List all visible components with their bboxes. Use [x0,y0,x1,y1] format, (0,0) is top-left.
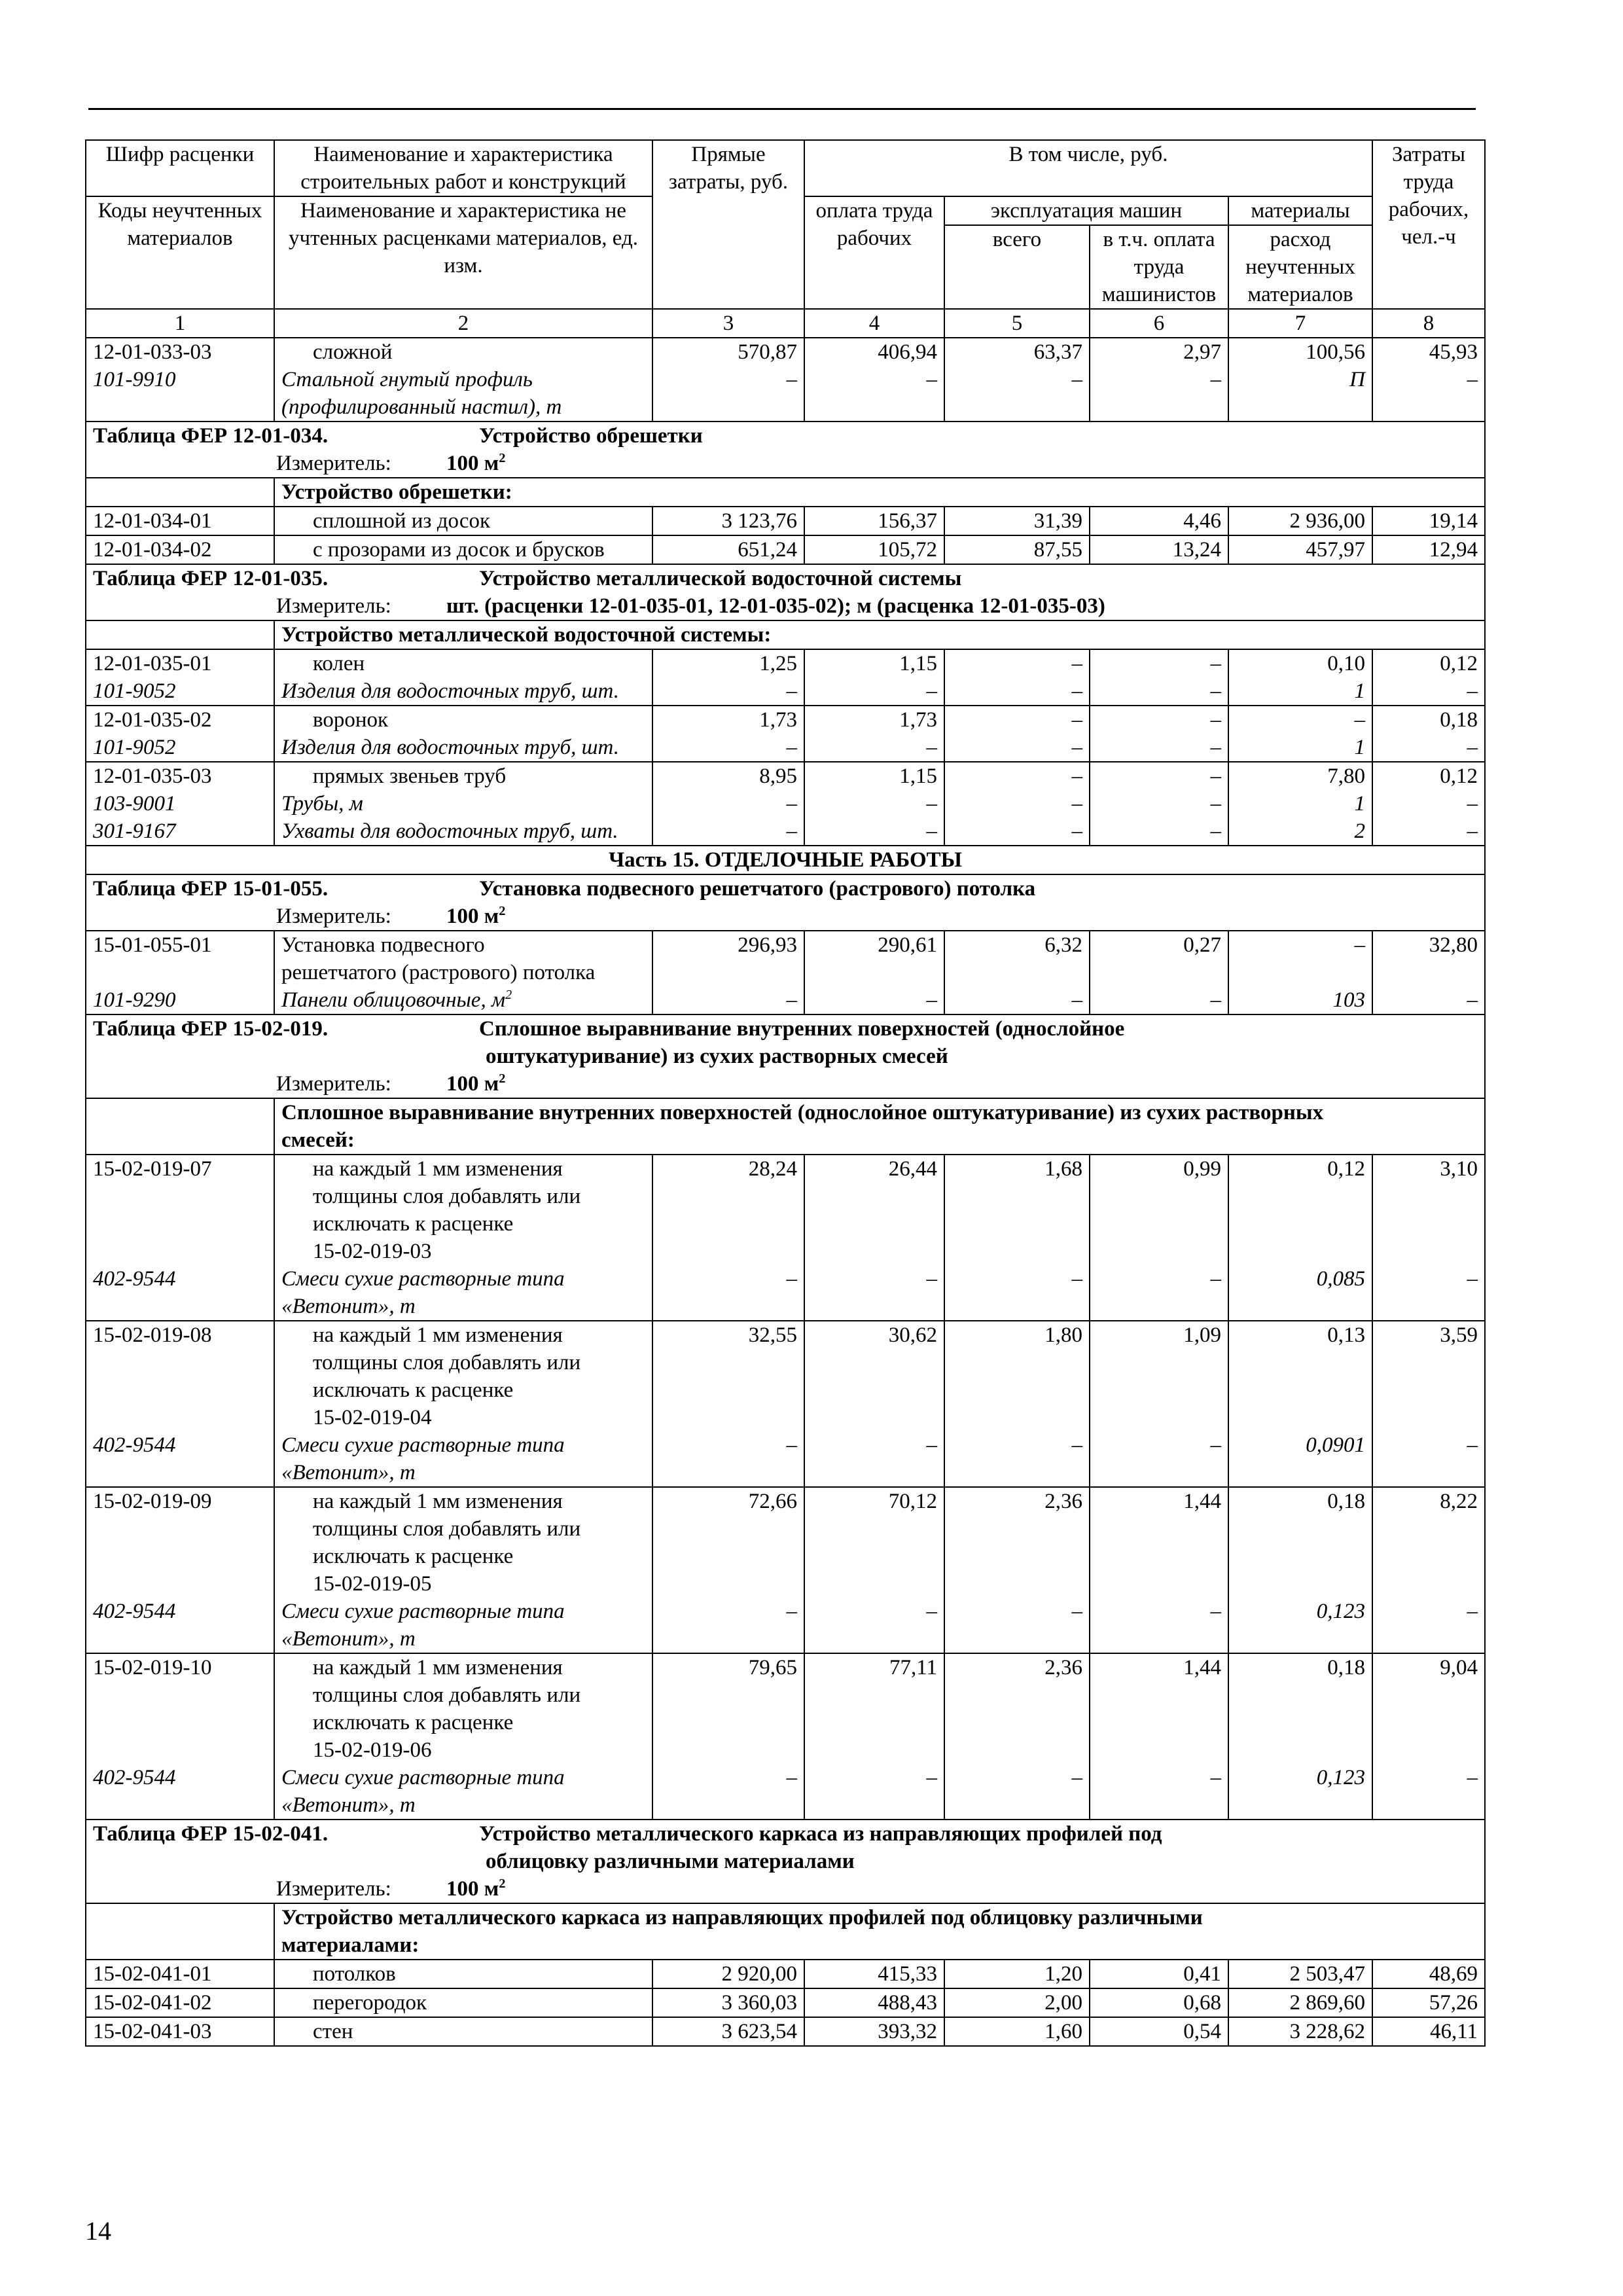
group-title: Устройство металлической водосточной системы: [274,620,1485,649]
direct-cost: 570,87 [652,338,804,366]
header-materials-unaccounted: расход неучтенных материалов [1228,225,1372,309]
machines-total: 1,60 [944,2017,1090,2046]
group-title: Сплошное выравнивание внутренних поверхностей (однослойное оштукатуривание) из сухих растворных смесей: [274,1098,1485,1155]
material-name: Стальной гнутый профиль (профилированный настил), т [274,366,652,422]
col-number: 4 [804,309,944,338]
machines-labor: 1,44 [1090,1487,1228,1598]
material-value: – [804,1431,944,1487]
material-value: П [1228,366,1372,422]
machines-total: 1,68 [944,1155,1090,1265]
measure: Измеритель: 100 $м^2$ [276,1876,506,1901]
labor-pay: 1,15 [804,762,944,790]
material-row [86,1265,1485,1321]
material-row [86,1764,1485,1820]
rate-name: воронок [274,706,652,734]
rate-row [86,1653,1485,1764]
labor-pay: 77,11 [804,1653,944,1764]
material-value: – [1372,1265,1485,1321]
material-row [86,817,1485,846]
materials: 7,80 [1228,762,1372,790]
group-row [86,620,1485,649]
group-title: Устройство обрешетки: [274,478,1485,507]
col-number: 5 [944,309,1090,338]
material-value: – [1372,1598,1485,1653]
labor-cost: 3,10 [1372,1155,1485,1265]
material-value: – [1090,1265,1228,1321]
rate-name: сплошной из досок [274,507,652,535]
machines-total: – [944,762,1090,790]
machines-labor: 0,68 [1090,1988,1228,2017]
material-value: – [944,817,1090,846]
rate-row [86,1321,1485,1431]
machines-total: – [944,706,1090,734]
group-title: Устройство металлического каркаса из направляющих профилей под облицовку различными материалами: [274,1903,1485,1960]
header-materials: материалы [1228,196,1372,225]
labor-cost: 45,93 [1372,338,1485,366]
machines-labor: 0,99 [1090,1155,1228,1265]
materials: 0,18 [1228,1487,1372,1598]
labor-pay: 105,72 [804,535,944,564]
rate-code: 12-01-035-02 [86,706,274,734]
rate-name: сложной [274,338,652,366]
materials: 3 228,62 [1228,2017,1372,2046]
labor-cost: 0,12 [1372,762,1485,790]
direct-cost: 296,93 [652,931,804,986]
table-section-header [86,874,1485,931]
group-row [86,478,1485,507]
rate-code: 12-01-034-02 [86,535,274,564]
material-value: 0,123 [1228,1598,1372,1653]
measure: Измеритель: шт. (расценки 12-01-035-01, 12-01-035-02); м (расценка 12-01-035-03) [276,594,1105,618]
rate-row [86,338,1485,366]
material-name: Смеси сухие растворные типа «Ветонит», т [274,1598,652,1653]
table-number: Таблица ФЕР 15-02-041. [93,1822,329,1846]
material-value: – [1090,790,1228,817]
col-number: 3 [652,309,804,338]
machines-labor: 1,44 [1090,1653,1228,1764]
material-code: 402-9544 [86,1598,274,1653]
material-value: – [652,790,804,817]
table-section-header [86,422,1485,478]
labor-pay: 70,12 [804,1487,944,1598]
material-value: – [1090,817,1228,846]
material-value: 103 [1228,986,1372,1014]
materials: 0,10 [1228,649,1372,677]
table-title: Сплошное выравнивание внутренних поверхностей (однослойное [479,1017,1125,1041]
labor-pay: 30,62 [804,1321,944,1431]
header-machines: эксплуатация машин [944,196,1228,225]
material-value: 0,085 [1228,1265,1372,1321]
material-code: 101-9052 [86,677,274,706]
material-code: 101-9910 [86,366,274,422]
labor-cost: 9,04 [1372,1653,1485,1764]
material-name: Изделия для водосточных труб, шт. [274,677,652,706]
table-number: Таблица ФЕР 12-01-034. [93,424,329,448]
material-row [86,366,1485,422]
material-value: – [804,1764,944,1820]
rate-name: с прозорами из досок и брусков [274,535,652,564]
header-labor-pay: оплата труда рабочих [804,196,944,309]
material-value: – [944,734,1090,762]
direct-cost: 1,25 [652,649,804,677]
materials: 2 503,47 [1228,1960,1372,1988]
header-machines-total: всего [944,225,1090,309]
material-value: – [1372,790,1485,817]
material-value: – [944,677,1090,706]
material-code: 103-9001 [86,790,274,817]
direct-cost: 3 123,76 [652,507,804,535]
part-title: Часть 15. ОТДЕЛОЧНЫЕ РАБОТЫ [86,846,1485,874]
materials: 100,56 [1228,338,1372,366]
machines-total: 2,36 [944,1653,1090,1764]
header-direct: Прямые затраты, руб. [652,140,804,309]
machines-labor: 2,97 [1090,338,1228,366]
labor-pay: 415,33 [804,1960,944,1988]
rate-code: 12-01-035-01 [86,649,274,677]
machines-total: 6,32 [944,931,1090,986]
group-row [86,1903,1485,1960]
rate-code: 15-02-041-01 [86,1960,274,1988]
rate-row [86,1487,1485,1598]
material-value: – [1372,366,1485,422]
col-number: 2 [274,309,652,338]
material-value: 2 [1228,817,1372,846]
rates-table [85,139,1486,2047]
rate-name: потолков [274,1960,652,1988]
direct-cost: 28,24 [652,1155,804,1265]
measure: Измеритель: 100 $м^2$ [276,451,506,475]
col-number: 8 [1372,309,1485,338]
material-value: – [804,1598,944,1653]
labor-cost: 46,11 [1372,2017,1485,2046]
direct-cost: 79,65 [652,1653,804,1764]
measure: Измеритель: 100 $м^2$ [276,1071,506,1096]
material-value: – [1090,677,1228,706]
rate-row [86,931,1485,986]
material-row [86,1431,1485,1487]
table-section-header [86,1820,1485,1903]
table-title: Устройство обрешетки [479,424,703,448]
part-heading [86,846,1485,874]
header-including: В том числе, руб. [804,140,1372,196]
material-name: Смеси сухие растворные типа «Ветонит», т [274,1431,652,1487]
rate-code: 15-02-041-03 [86,2017,274,2046]
material-value: 0,123 [1228,1764,1372,1820]
material-value: – [1090,1764,1228,1820]
material-code: 402-9544 [86,1764,274,1820]
rate-row [86,1988,1485,2017]
machines-total: 31,39 [944,507,1090,535]
machines-labor: – [1090,762,1228,790]
rate-code: 15-02-019-08 [86,1321,274,1431]
labor-cost: 8,22 [1372,1487,1485,1598]
material-value: – [944,986,1090,1014]
material-value: – [652,1265,804,1321]
material-name: Ухваты для водосточных труб, шт. [274,817,652,846]
header-codes-unaccounted: Коды неучтенных материалов [86,196,274,309]
direct-cost: 3 360,03 [652,1988,804,2017]
material-value: – [652,677,804,706]
table-title: Устройство металлического каркаса из направляющих профилей под [479,1822,1162,1846]
labor-pay: 393,32 [804,2017,944,2046]
machines-labor: – [1090,706,1228,734]
materials: 0,12 [1228,1155,1372,1265]
labor-cost: 0,12 [1372,649,1485,677]
machines-total: 63,37 [944,338,1090,366]
material-value: – [944,1598,1090,1653]
labor-cost: 3,59 [1372,1321,1485,1431]
direct-cost: 1,73 [652,706,804,734]
direct-cost: 72,66 [652,1487,804,1598]
material-value: – [1090,366,1228,422]
table-section-header [86,1014,1485,1098]
header-name: Наименование и характеристика строительных работ и конструкций [274,140,652,196]
machines-total: 87,55 [944,535,1090,564]
material-name: Панели облицовочные, $м^2$ [274,986,652,1014]
material-value: – [1090,1598,1228,1653]
labor-pay: 1,15 [804,649,944,677]
material-value: – [944,1431,1090,1487]
labor-pay: 26,44 [804,1155,944,1265]
material-value: – [804,734,944,762]
material-value: 1 [1228,677,1372,706]
materials: 2 936,00 [1228,507,1372,535]
header-name-unaccounted: Наименование и характеристика не учтенных расценками материалов, ед. изм. [274,196,652,309]
material-value: – [944,1764,1090,1820]
material-value: – [944,1265,1090,1321]
machines-total: 1,80 [944,1321,1090,1431]
material-value: – [652,734,804,762]
rate-name: перегородок [274,1988,652,2017]
labor-pay: 290,61 [804,931,944,986]
material-code: 101-9052 [86,734,274,762]
material-value: – [652,986,804,1014]
rate-name: на каждый 1 мм изменения толщины слоя добавлять или исключать к расценке 15-02-019-06 [274,1653,652,1764]
material-code: 101-9290 [86,986,274,1014]
materials: – [1228,706,1372,734]
material-value: – [1372,677,1485,706]
table-title: Устройство металлической водосточной системы [479,567,962,590]
material-value: – [944,366,1090,422]
direct-cost: 32,55 [652,1321,804,1431]
labor-cost: 57,26 [1372,1988,1485,2017]
rate-code: 12-01-035-03 [86,762,274,790]
measure: Измеритель: 100 $м^2$ [276,904,506,928]
material-value: – [804,1265,944,1321]
rate-code: 12-01-034-01 [86,507,274,535]
machines-total: 1,20 [944,1960,1090,1988]
header-machines-labor: в т.ч. оплата труда машинистов [1090,225,1228,309]
rate-row [86,1155,1485,1265]
table-number: Таблица ФЕР 15-02-019. [93,1017,329,1041]
rate-row [86,2017,1485,2046]
rate-name: Установка подвесного решетчатого (растрового) потолка [274,931,652,986]
direct-cost: 8,95 [652,762,804,790]
rate-name: колен [274,649,652,677]
material-value: – [1090,1431,1228,1487]
labor-pay: 1,73 [804,706,944,734]
material-row [86,1598,1485,1653]
material-name: Смеси сухие растворные типа «Ветонит», т [274,1265,652,1321]
machines-total: 2,00 [944,1988,1090,2017]
machines-total: – [944,649,1090,677]
material-value: – [652,1598,804,1653]
labor-cost: 12,94 [1372,535,1485,564]
col-number: 7 [1228,309,1372,338]
material-value: – [652,1431,804,1487]
material-value: – [804,790,944,817]
material-code: 402-9544 [86,1431,274,1487]
machines-labor: 0,27 [1090,931,1228,986]
rate-row [86,649,1485,677]
material-code: 402-9544 [86,1265,274,1321]
material-row [86,986,1485,1014]
header-labor-cost: Затраты труда рабочих, чел.-ч [1372,140,1485,309]
rate-row [86,706,1485,734]
materials: 0,13 [1228,1321,1372,1431]
rate-row [86,535,1485,564]
header-code: Шифр расценки [86,140,274,196]
machines-labor: 13,24 [1090,535,1228,564]
material-value: – [652,366,804,422]
labor-cost: 19,14 [1372,507,1485,535]
material-value: – [652,817,804,846]
machines-labor: 4,46 [1090,507,1228,535]
machines-labor: – [1090,649,1228,677]
table-title: Установка подвесного решетчатого (растрового) потолка [479,877,1036,901]
material-row [86,790,1485,817]
material-value: – [1372,734,1485,762]
rate-name: на каждый 1 мм изменения толщины слоя добавлять или исключать к расценке 15-02-019-04 [274,1321,652,1431]
material-name: Изделия для водосточных труб, шт. [274,734,652,762]
table-number: Таблица ФЕР 12-01-035. [93,567,329,590]
material-value: – [1090,986,1228,1014]
rate-row [86,762,1485,790]
material-row [86,677,1485,706]
material-row [86,734,1485,762]
material-value: 1 [1228,734,1372,762]
material-value: – [804,986,944,1014]
material-value: – [1372,1764,1485,1820]
material-value: – [1372,817,1485,846]
top-rule [88,108,1476,110]
rate-code: 15-02-019-10 [86,1653,274,1764]
rate-code: 15-02-019-07 [86,1155,274,1265]
table-title-cont: облицовку различными материалами [486,1850,855,1873]
materials: 0,18 [1228,1653,1372,1764]
material-code: 301-9167 [86,817,274,846]
material-value: 1 [1228,790,1372,817]
material-value: – [944,790,1090,817]
page-number: 14 [85,2216,111,2246]
direct-cost: 3 623,54 [652,2017,804,2046]
material-value: – [1090,734,1228,762]
rate-name: стен [274,2017,652,2046]
material-value: – [1372,986,1485,1014]
rate-code: 15-02-041-02 [86,1988,274,2017]
machines-labor: 0,41 [1090,1960,1228,1988]
direct-cost: 2 920,00 [652,1960,804,1988]
materials: – [1228,931,1372,986]
material-name: Трубы, м [274,790,652,817]
machines-labor: 0,54 [1090,2017,1228,2046]
material-value: – [804,817,944,846]
labor-pay: 406,94 [804,338,944,366]
materials: 457,97 [1228,535,1372,564]
labor-pay: 156,37 [804,507,944,535]
machines-labor: 1,09 [1090,1321,1228,1431]
material-value: – [1372,1431,1485,1487]
table-section-header [86,564,1485,620]
material-value: 0,0901 [1228,1431,1372,1487]
direct-cost: 651,24 [652,535,804,564]
machines-total: 2,36 [944,1487,1090,1598]
labor-cost: 0,18 [1372,706,1485,734]
table-number: Таблица ФЕР 15-01-055. [93,877,329,901]
rate-name: прямых звеньев труб [274,762,652,790]
labor-cost: 32,80 [1372,931,1485,986]
material-value: – [804,366,944,422]
col-number: 1 [86,309,274,338]
rate-code: 12-01-033-03 [86,338,274,366]
rate-row [86,1960,1485,1988]
material-value: – [804,677,944,706]
materials: 2 869,60 [1228,1988,1372,2017]
rate-code: 15-02-019-09 [86,1487,274,1598]
labor-pay: 488,43 [804,1988,944,2017]
table-title-cont: оштукатуривание) из сухих растворных смесей [486,1045,948,1068]
material-name: Смеси сухие растворные типа «Ветонит», т [274,1764,652,1820]
material-value: – [652,1764,804,1820]
rate-row [86,507,1485,535]
rate-name: на каждый 1 мм изменения толщины слоя добавлять или исключать к расценке 15-02-019-05 [274,1487,652,1598]
col-number: 6 [1090,309,1228,338]
rate-name: на каждый 1 мм изменения толщины слоя добавлять или исключать к расценке 15-02-019-03 [274,1155,652,1265]
rate-code: 15-01-055-01 [86,931,274,986]
labor-cost: 48,69 [1372,1960,1485,1988]
group-row [86,1098,1485,1155]
